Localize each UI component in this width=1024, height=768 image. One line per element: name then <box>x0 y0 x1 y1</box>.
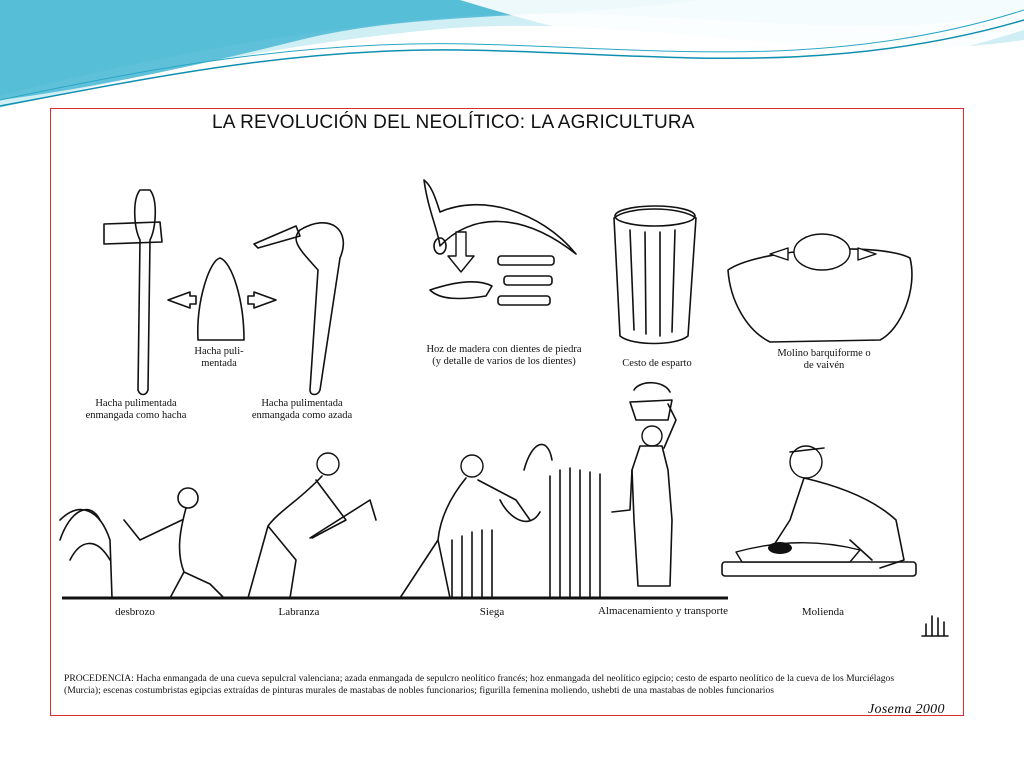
sickle-illustration <box>424 180 576 305</box>
quern-caption: Molino barquiforme o de vaivén <box>777 348 871 371</box>
scene-label-plowing: Labranza <box>278 606 320 618</box>
plowing-scene-illustration <box>248 453 376 598</box>
source-note: PROCEDENCIA: Hacha enmangada de una cueva sepulcral valenciana; azada enmangada de sepulcro neolítico francés; hoz enmangada del neolítico egipcio; cesto de esparto neolítico de la cueva de los Murciélagos (Murcia); escenas costumbristas egipcias extraídas de pinturas murales de mastabas de nobles funcionarios; figurilla femenina moliendo, ushebti de una mastabas de nobles funcionarios <box>64 673 895 696</box>
hafted-axe-caption: Hacha pulimentada enmangada como hacha <box>85 398 187 421</box>
scene-label-storage: Almacenamiento y transporte <box>597 605 729 617</box>
hafted-hoe-illustration <box>254 223 343 395</box>
polished-axe-caption: Hacha puli- mentada <box>194 346 244 369</box>
esparto-basket-illustration <box>614 206 696 344</box>
saddle-quern-illustration <box>728 234 912 342</box>
basket-caption: Cesto de esparto <box>622 358 692 369</box>
clearing-scene-illustration <box>60 488 224 598</box>
hafted-axe-illustration <box>104 190 162 395</box>
grinding-scene-illustration <box>722 446 916 576</box>
author-signature: Josema 2000 <box>868 702 945 717</box>
polished-axe-blade <box>168 258 276 340</box>
hafted-hoe-caption: Hacha pulimentada enmangada como azada <box>251 398 353 421</box>
artist-mark-icon <box>922 616 948 636</box>
scene-label-harvest: Siega <box>479 606 505 618</box>
scene-label-clearing: desbrozo <box>115 606 155 618</box>
scene-label-grinding: Molienda <box>801 606 845 618</box>
page-title: LA REVOLUCIÓN DEL NEOLÍTICO: LA AGRICULTURA <box>212 112 695 133</box>
sickle-caption: Hoz de madera con dientes de piedra (y detalle de varios de los dientes) <box>426 344 582 367</box>
harvest-scene-illustration <box>400 444 600 598</box>
storage-transport-scene-illustration <box>612 383 676 586</box>
